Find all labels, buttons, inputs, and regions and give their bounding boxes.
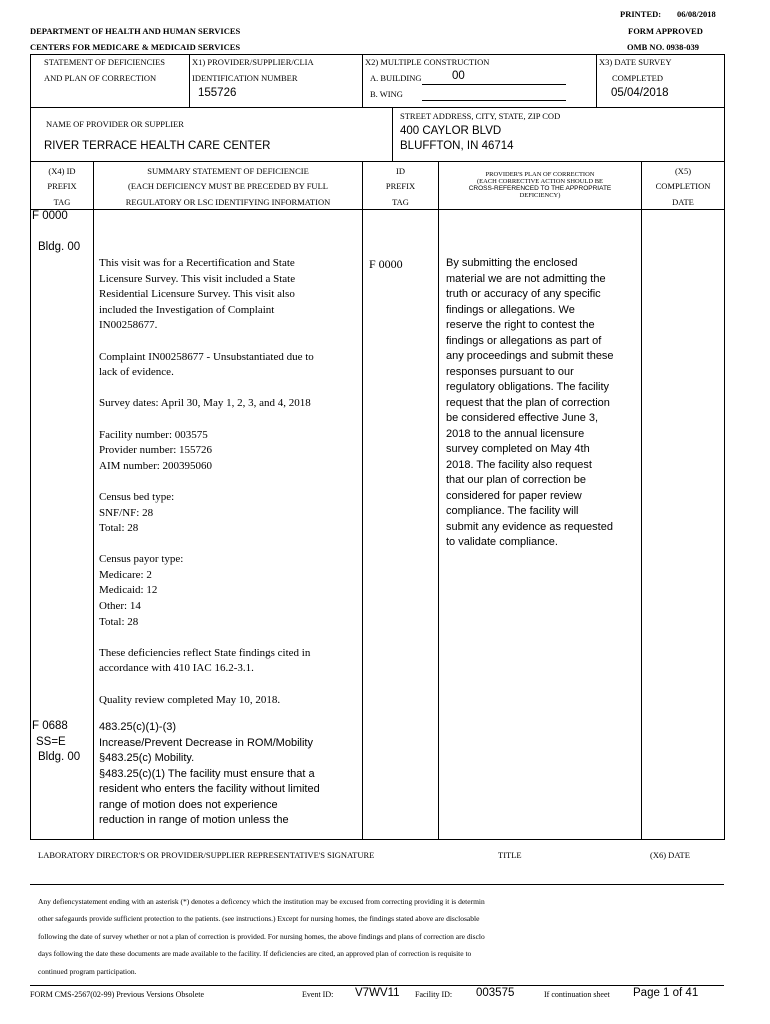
address-label: STREET ADDRESS, CITY, STATE, ZIP COD	[400, 111, 561, 121]
address-line-2: BLUFFTON, IN 46714	[400, 140, 514, 152]
x5-header-2: COMPLETION	[655, 181, 711, 191]
x1-label-2: IDENTIFICATION NUMBER	[192, 73, 298, 83]
x4-header-3: TAG	[53, 197, 71, 207]
x3-label-2: COMPLETED	[612, 73, 663, 83]
provider-name-label: NAME OF PROVIDER OR SUPPLIER	[46, 119, 184, 129]
rule-x1-left	[189, 54, 190, 107]
f0000-tag: F 0000	[32, 210, 68, 222]
rule-col-id	[438, 161, 439, 839]
statement-label-1: STATEMENT OF DEFICIENCIES	[44, 57, 166, 67]
id-header-1: ID	[396, 166, 405, 176]
f0000-summary	[99, 256, 357, 724]
rule-table-bottom	[30, 839, 724, 840]
rule-footer	[30, 985, 724, 986]
continuation-label: If continuation sheet	[544, 990, 610, 999]
f0688-summary: 483.25(c)(1)-(3) Increase/Prevent Decrease in ROM/Mobility §483.25(c) Mobility. §483.25(c)(1) The facility must ensure that a resident who enters the facility without limited range of motion does not experience reduction in range of motion unless the	[99, 721, 320, 826]
f0000-paragraph-2: Complaint IN00258677 - Unsubstantiated due to lack of evidence.	[99, 350, 314, 379]
summary-header-2: (EACH DEFICIENCY MUST BE PRECEDED BY FULL	[128, 181, 328, 191]
date-label: (X6) DATE	[650, 850, 690, 860]
wing-underline	[422, 100, 566, 101]
rule-x3-left	[596, 54, 597, 107]
statement-label-2: AND PLAN OF CORRECTION	[44, 73, 157, 83]
f0000-plan-tag: F 0000	[369, 257, 403, 271]
address-line-1: 400 CAYLOR BLVD	[400, 125, 502, 137]
rule-right	[724, 54, 725, 840]
f0000-paragraph-4: Facility number: 003575 Provider number: 155726 AIM number: 200395060	[99, 428, 213, 472]
rule-col-x4	[93, 161, 94, 839]
disclaimer-line-5: continued program participation.	[38, 966, 137, 976]
x3-label-1: X3) DATE SURVEY	[599, 57, 672, 67]
disclaimer-line-3: following the date of survey whether or not a plan of correction is provided. For nursing homes, the above findings and plans of correction are disclo	[38, 931, 485, 941]
f0000-bldg: Bldg. 00	[38, 241, 81, 253]
rule-row2-bottom	[30, 161, 724, 162]
summary-header-1: SUMMARY STATEMENT OF DEFICIENCIE	[147, 166, 309, 176]
building-value: 00	[452, 70, 465, 82]
page-number: Page 1 of 41	[633, 987, 699, 999]
x1-label-1: X1) PROVIDER/SUPPLIER/CLIA	[192, 57, 314, 67]
x5-header-1: (X5)	[674, 166, 692, 176]
rule-col-plan	[641, 161, 642, 839]
f0000-paragraph-3: Survey dates: April 30, May 1, 2, 3, and 4, 2018	[99, 397, 311, 410]
facility-id-value: 003575	[476, 987, 515, 999]
rule-row1-bottom	[30, 107, 724, 108]
rule-x2-left	[362, 54, 363, 107]
disclaimer-line-1: Any defiencystatement ending with an asterisk (*) denotes a deficency which the institution may be excused from correcting providing it is determin	[38, 897, 485, 906]
f0000-paragraph-7: These deficiencies reflect State findings cited in accordance with 410 IAC 16.2-3.1.	[99, 646, 311, 675]
x2-label: X2) MULTIPLE CONSTRUCTION	[365, 57, 490, 67]
f0000-paragraph-5: Census bed type: SNF/NF: 28 Total: 28	[99, 490, 175, 535]
f0688-bldg: Bldg. 00	[38, 751, 81, 763]
x4-header-1: (X4) ID	[48, 166, 76, 176]
disclaimer-line-2: other safegaurds provide sufficient protection to the patients. (see instructions.) Except for nursing homes, the findings stated above are disclosable	[38, 914, 480, 924]
rule-address-left	[392, 107, 393, 161]
centers-name: CENTERS FOR MEDICARE & MEDICAID SERVICES	[30, 42, 241, 52]
building-label: A. BUILDING	[370, 73, 422, 83]
facility-id-label: Facility ID:	[415, 990, 453, 999]
rule-col-summary	[362, 161, 363, 839]
rule-top	[30, 54, 724, 55]
department-name: DEPARTMENT OF HEALTH AND HUMAN SERVICES	[30, 26, 241, 36]
plan-header-3: CROSS-REFERENCED TO THE APPROPRIATE	[468, 185, 612, 192]
provider-number: 155726	[198, 87, 237, 99]
f0000-plan-text: By submitting the enclosed material we are not admitting the truth or accuracy of any specific findings or allegations. We reserve the right to contest the findings or allegations as part of any proceedings and submit these responses pursuant to our regulatory obligations. The facility request that the plan of correction be considered effective June 3, 2018 to the annual licensure survey completed on May 4th 2018. The facility also request that our plan of correction be considered for paper review compliance. The facility will submit any evidence as requested to validate compliance.	[446, 257, 614, 548]
f0688-tag: F 0688	[32, 720, 68, 732]
printed-label: PRINTED:	[620, 9, 662, 19]
rule-signature	[30, 884, 724, 885]
provider-name: RIVER TERRACE HEALTH CARE CENTER	[44, 140, 271, 152]
plan-header-4: DEFICIENCY)	[519, 192, 561, 199]
f0688-ss: SS=E	[36, 736, 66, 748]
id-header-2: PREFIX	[385, 181, 416, 191]
building-underline	[422, 84, 566, 85]
signature-label: LABORATORY DIRECTOR'S OR PROVIDER/SUPPLIER REPRESENTATIVE'S SIGNATURE	[38, 850, 375, 860]
survey-date: 05/04/2018	[611, 87, 669, 99]
x5-header-3: DATE	[672, 197, 694, 207]
summary-header-3: REGULATORY OR LSC IDENTIFYING INFORMATION	[125, 197, 331, 207]
disclaimer-line-4: days following the date these documents are made available to the facility. If deficiencies are cited, an approved plan of correction is requisite to	[38, 949, 472, 959]
f0000-paragraph-6: Census payor type: Medicare: 2 Medicaid: 12 Other: 14 Total: 28	[99, 553, 184, 628]
f0000-paragraph-8: Quality review completed May 10, 2018.	[99, 693, 281, 706]
rule-colhead-bottom	[30, 209, 724, 210]
f0000-paragraph-1: This visit was for a Recertification and State Licensure Survey. This visit included a State Residential Licensure Survey. This visit also included the Investigation of Complaint IN00258677.	[99, 257, 296, 332]
title-label: TITLE	[498, 850, 522, 860]
event-id-value: V7WV11	[355, 987, 400, 999]
printed-date: 06/08/2018	[677, 9, 716, 19]
plan-header-2: (EACH CORRECTIVE ACTION SHOULD BE	[476, 178, 604, 185]
id-header-3: TAG	[392, 197, 409, 207]
event-id-label: Event ID:	[302, 990, 334, 999]
wing-label: B. WING	[370, 89, 403, 99]
form-number: FORM CMS-2567(02-99) Previous Versions Obsolete	[30, 990, 205, 999]
plan-header-1: PROVIDER'S PLAN OF CORRECTION	[485, 171, 595, 178]
disclaimer	[38, 893, 485, 980]
x4-header-2: PREFIX	[47, 181, 77, 191]
form-approved: FORM APPROVED	[628, 26, 703, 36]
omb-number: OMB NO. 0938-039	[627, 42, 700, 52]
